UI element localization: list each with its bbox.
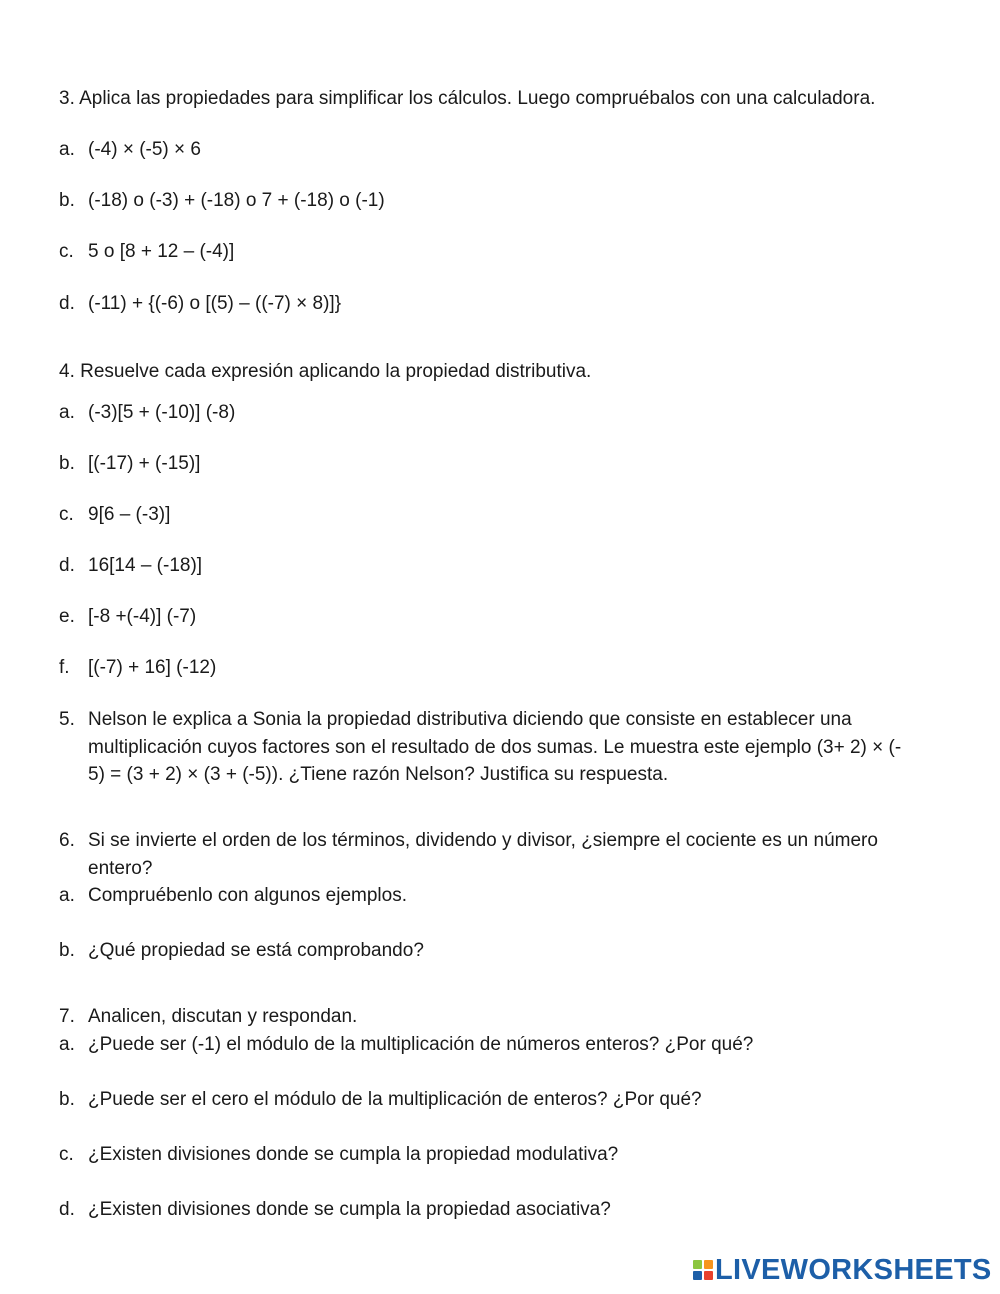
item-text: (-3)[5 + (-10)] (-8)	[88, 402, 236, 423]
q3-item-c	[59, 238, 960, 265]
item-label: b.	[59, 940, 75, 961]
q4-title: 4. Resuelve cada expresión aplicando la propiedad distributiva.	[59, 361, 592, 382]
q7-item-a	[59, 1031, 960, 1058]
item-label: a.	[59, 1034, 75, 1055]
q6-label: 6.	[59, 830, 75, 851]
item-text: ¿Qué propiedad se está comprobando?	[88, 940, 424, 961]
item-text: 9[6 – (-3)]	[88, 504, 171, 525]
item-text: ¿Existen divisiones donde se cumpla la propiedad modulativa?	[88, 1144, 619, 1165]
item-text: (-4) × (-5) × 6	[88, 139, 201, 160]
liveworksheets-logo	[693, 1255, 992, 1285]
q7-label: 7.	[59, 1006, 75, 1027]
item-text: 5 o [8 + 12 – (-4)]	[88, 241, 235, 262]
item-text: ¿Puede ser el cero el módulo de la multiplicación de enteros? ¿Por qué?	[88, 1089, 702, 1110]
q5-line-1: Nelson le explica a Sonia la propiedad distributiva diciendo que consiste en establecer una	[88, 709, 852, 730]
q4-item-e	[59, 603, 960, 630]
logo-square-red	[704, 1271, 713, 1280]
logo-mark-icon	[693, 1260, 713, 1280]
item-text: ¿Existen divisiones donde se cumpla la propiedad asociativa?	[88, 1199, 611, 1220]
item-text: 16[14 – (-18)]	[88, 555, 203, 576]
item-label: a.	[59, 139, 75, 160]
q6-line-2: entero?	[88, 857, 153, 879]
q4-item-a	[59, 399, 960, 426]
q5-paragraph	[59, 706, 929, 789]
logo-square-green	[693, 1260, 702, 1269]
item-label: b.	[59, 453, 75, 474]
q6-item-a	[59, 882, 960, 909]
q3-title: 3. Aplica las propiedades para simplificar los cálculos. Luego compruébalos con una calculadora.	[59, 88, 876, 109]
item-label: a.	[59, 885, 75, 906]
item-label: d.	[59, 1199, 75, 1220]
logo-text: LIVEWORKSHEETS	[715, 1254, 992, 1286]
q7-title	[59, 1003, 960, 1030]
logo-square-orange	[704, 1260, 713, 1269]
item-label: f.	[59, 657, 70, 678]
item-text: [(-7) + 16] (-12)	[88, 657, 217, 678]
q4-item-d	[59, 552, 960, 579]
item-label: b.	[59, 190, 75, 211]
item-text: [(-17) + (-15)]	[88, 453, 201, 474]
q4-item-c	[59, 501, 960, 528]
q5-line-3: 5) = (3 + 2) × (3 + (-5)). ¿Tiene razón Nelson? Justifica su respuesta.	[88, 764, 669, 785]
item-label: c.	[59, 1144, 74, 1165]
q5-label: 5.	[59, 709, 75, 730]
item-text: Compruébenlo con algunos ejemplos.	[88, 885, 407, 906]
q7-item-c	[59, 1141, 960, 1168]
q7-item-b	[59, 1086, 960, 1113]
q3-item-a	[59, 136, 960, 163]
item-label: c.	[59, 504, 74, 525]
item-label: b.	[59, 1089, 75, 1110]
item-text: (-11) + {(-6) o [(5) – ((-7) × 8)]}	[88, 293, 342, 314]
q3-item-b	[59, 187, 960, 214]
item-label: c.	[59, 241, 74, 262]
q6-item-b	[59, 937, 960, 964]
item-text: (-18) o (-3) + (-18) o 7 + (-18) o (-1)	[88, 190, 385, 211]
q6-line-1: Si se invierte el orden de los términos, dividendo y divisor, ¿siempre el cociente es un número	[88, 830, 878, 851]
item-text: [-8 +(-4)] (-7)	[88, 606, 197, 627]
q5-line-2: multiplicación cuyos factores son el resultado de dos sumas. Le muestra este ejemplo (3+ 2) × (-	[88, 736, 902, 758]
q3-item-d	[59, 290, 960, 317]
item-text: ¿Puede ser (-1) el módulo de la multiplicación de números enteros? ¿Por qué?	[88, 1034, 754, 1055]
q7-text: Analicen, discutan y respondan.	[88, 1006, 358, 1027]
logo-square-blue	[693, 1271, 702, 1280]
item-label: a.	[59, 402, 75, 423]
item-label: d.	[59, 293, 75, 314]
item-label: e.	[59, 606, 75, 627]
q4-item-f	[59, 654, 960, 681]
q7-item-d	[59, 1196, 960, 1223]
q4-item-b	[59, 450, 960, 477]
item-label: d.	[59, 555, 75, 576]
q6-paragraph	[59, 827, 929, 882]
